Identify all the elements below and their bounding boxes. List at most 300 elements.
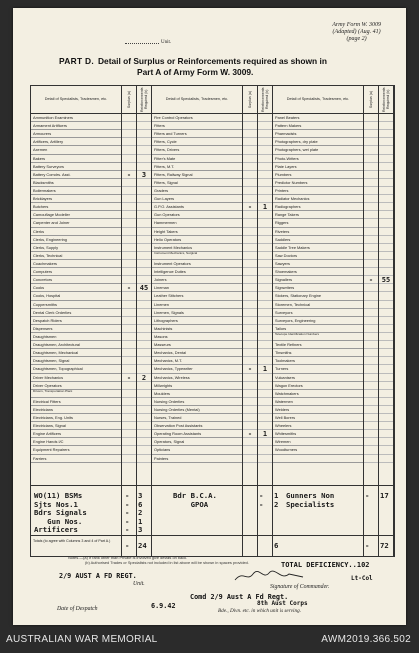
reinf-value: 1 — [262, 430, 268, 439]
surplus-cell — [243, 438, 257, 446]
surplus-cell — [243, 325, 257, 333]
surplus-cell — [243, 301, 257, 309]
specialist-row: Riveters — [273, 228, 363, 236]
specialist-row: Saw Doctors — [273, 252, 363, 260]
specialist-row: Plate Layers — [273, 163, 363, 171]
handwritten-entry: Bdrs Signals — [34, 508, 87, 517]
specialist-row: Fitters, M.T. — [152, 163, 242, 171]
reinf-cell — [258, 236, 272, 244]
total-deficiency: TOTAL DEFICIENCY..102 — [281, 561, 370, 569]
reinf-cell — [258, 292, 272, 300]
specialist-row: Electrical Fitters — [31, 398, 121, 406]
surplus-cell — [122, 130, 136, 138]
surplus-cell — [122, 309, 136, 317]
surplus-cell — [364, 365, 378, 373]
specialist-row: Cooks, Hospital — [31, 292, 121, 300]
surplus-cell — [364, 455, 378, 463]
reinf-value: 45 — [139, 284, 149, 293]
total-surplus-3: - — [365, 541, 370, 550]
reinf-cell — [137, 357, 151, 365]
surplus-cell — [122, 422, 136, 430]
reinf-cell — [379, 430, 393, 438]
reinf-cell — [137, 455, 151, 463]
surplus-cell — [122, 414, 136, 422]
reinf-cell — [379, 146, 393, 154]
surplus-cell — [243, 155, 257, 163]
reinf-cell — [258, 195, 272, 203]
reinf-cell — [379, 284, 393, 292]
specialist-row: Stokers, Stationary Engine — [273, 292, 363, 300]
surplus-cell — [243, 276, 257, 284]
surplus-cell — [122, 333, 136, 341]
surplus-cell — [243, 244, 257, 252]
reinf-cell — [379, 292, 393, 300]
specialist-row: Computers — [31, 268, 121, 276]
specialist-row: Draughtsmen, Architectural — [31, 341, 121, 349]
total-reinf-1: 24 — [138, 541, 147, 550]
surplus-cell — [364, 195, 378, 203]
surplus-cell — [243, 317, 257, 325]
surplus-cell — [122, 171, 136, 179]
specialist-row: Machinists — [152, 325, 242, 333]
column-header-spec: Detail of Specialists, Tradesmen, etc. — [273, 86, 363, 114]
specialist-row: Coppersmiths — [31, 301, 121, 309]
reinf-cell — [258, 179, 272, 187]
specialist-row: Linemen, Signals — [152, 309, 242, 317]
reinf-cell — [137, 268, 151, 276]
reinf-cell — [258, 163, 272, 171]
reinf-cell — [137, 244, 151, 252]
command-line: Comd 2/9 Aust A Fd Regt. — [190, 593, 289, 601]
reinf-value: 1 — [262, 365, 268, 374]
specialist-row: Shoemakers — [273, 268, 363, 276]
reinf-cell — [137, 422, 151, 430]
surplus-cell — [364, 284, 378, 292]
surplus-cell — [364, 138, 378, 146]
specialist-row: Intelligence Duties — [152, 268, 242, 276]
specialist-row: Tailors — [273, 325, 363, 333]
surplus-value: - — [126, 284, 132, 293]
surplus-value: - — [247, 203, 253, 212]
surplus-cell — [364, 252, 378, 260]
reinf-cell — [258, 228, 272, 236]
specialist-row: Woodturners — [273, 446, 363, 454]
specialist-row: Draughtsmen, Signal — [31, 357, 121, 365]
form-reference — [332, 22, 381, 43]
surplus-cell — [122, 155, 136, 163]
surplus-cell — [364, 317, 378, 325]
surplus-cell — [243, 122, 257, 130]
handwritten-reinf: 2 — [138, 508, 143, 517]
specialist-row: Cooks — [31, 284, 121, 292]
footnotes — [68, 556, 249, 565]
reinf-cell — [258, 155, 272, 163]
surplus-cell — [243, 406, 257, 414]
handwritten-entry: Bdr B.C.A. — [173, 491, 217, 500]
reinf-cell — [258, 357, 272, 365]
column-header-surplus: Surplus (a) — [364, 86, 378, 114]
reinf-cell — [258, 422, 272, 430]
specialist-row: Radiator Mechanics — [273, 195, 363, 203]
surplus-cell — [243, 171, 257, 179]
reinf-cell — [137, 130, 151, 138]
surplus-cell — [364, 236, 378, 244]
surplus-cell — [122, 114, 136, 122]
column-header-spec: Detail of Specialists, Tradesmen, etc. — [152, 86, 242, 114]
form-ref-line: (page 2) — [346, 36, 367, 42]
reinf-cell — [258, 438, 272, 446]
reinf-cell — [379, 446, 393, 454]
specialist-row: Fitters and Turners — [152, 130, 242, 138]
specialist-row: Operating Room Assistants — [152, 430, 242, 438]
reinf-cell — [258, 114, 272, 122]
reinf-cell — [137, 236, 151, 244]
specialist-row: Gun Layers — [152, 195, 242, 203]
surplus-cell — [122, 406, 136, 414]
surplus-cell — [122, 365, 136, 373]
handwritten-surplus: - — [259, 499, 264, 509]
reinf-cell — [379, 211, 393, 219]
reinf-cell — [379, 390, 393, 398]
specialist-row: Surveyors — [273, 309, 363, 317]
reinf-cell — [137, 301, 151, 309]
handwritten-reinf: 2 — [274, 499, 279, 509]
reinf-cell — [137, 187, 151, 195]
reinf-cell — [258, 390, 272, 398]
reinf-cell — [137, 163, 151, 171]
specialist-row: Driver Operators — [31, 382, 121, 390]
handwritten-entry: Gunners Non — [286, 491, 335, 500]
specialist-row: Joiners — [152, 276, 242, 284]
specialist-row: Draughtsmen — [31, 333, 121, 341]
surplus-cell — [122, 236, 136, 244]
specialist-row: Wiremen — [273, 438, 363, 446]
despatch-label: Date of Despatch — [57, 606, 98, 612]
commander-signature — [233, 568, 313, 584]
reinf-cell — [379, 138, 393, 146]
specialist-row: Equipment Repairers — [31, 446, 121, 454]
reinf-cell — [137, 446, 151, 454]
reinf-cell — [379, 333, 393, 341]
specialist-row: Height Takers — [152, 228, 242, 236]
specialist-row: Leather Stitchers — [152, 292, 242, 300]
specialist-row: Electricians, Signal — [31, 422, 121, 430]
surplus-cell — [364, 357, 378, 365]
surplus-cell — [243, 114, 257, 122]
reinf-cell — [258, 365, 272, 373]
surplus-cell — [364, 122, 378, 130]
surplus-cell — [364, 130, 378, 138]
footnote-b: (b) Authorised Trades or Specialists not included in list above will be shown in spaces provided. — [85, 559, 249, 565]
reinf-cell — [258, 203, 272, 211]
surplus-value: - — [247, 430, 253, 439]
reinf-cell — [379, 341, 393, 349]
specialist-row: Operators, Signal — [152, 438, 242, 446]
reinf-cell — [379, 122, 393, 130]
surplus-cell — [364, 301, 378, 309]
specialist-row: Well Borers — [273, 414, 363, 422]
specialist-row: Drivers, Transportation Plant — [31, 390, 121, 398]
reinf-cell — [137, 374, 151, 382]
reinf-cell — [379, 309, 393, 317]
surplus-cell — [364, 374, 378, 382]
handwritten-surplus: - — [125, 499, 130, 509]
specialist-row: Photographers, wet plate — [273, 146, 363, 154]
reinf-cell — [379, 252, 393, 260]
specialist-row: Nursing Orderlies (Mental) — [152, 406, 242, 414]
reinf-cell — [137, 260, 151, 268]
surplus-cell — [364, 390, 378, 398]
specialist-row: Electricians, Eng. Units — [31, 414, 121, 422]
surplus-cell — [364, 414, 378, 422]
specialist-row: Watermen — [273, 398, 363, 406]
rank: Lt-Col — [351, 575, 373, 582]
total-surplus-1: - — [125, 541, 130, 550]
column-header-reinf: Reinforcements Required (b) — [379, 86, 393, 114]
reinf-cell — [379, 195, 393, 203]
surplus-cell — [243, 211, 257, 219]
specialist-row: Wheelers — [273, 422, 363, 430]
specialist-row: Surveyors, Engineering — [273, 317, 363, 325]
specialist-row: Pharmacists — [273, 130, 363, 138]
specialist-row: Coachmakers — [31, 260, 121, 268]
reinf-cell — [258, 325, 272, 333]
specialist-row: Bricklayers — [31, 195, 121, 203]
surplus-cell — [243, 357, 257, 365]
specialist-row: Farriers — [31, 455, 121, 463]
totals-label: Totals (to agree with Columns 3 and 4 of Part A.) — [33, 539, 111, 543]
surplus-cell — [122, 398, 136, 406]
specialist-row: Sawyers — [273, 260, 363, 268]
reinf-cell — [258, 341, 272, 349]
surplus-cell — [243, 228, 257, 236]
surplus-cell — [243, 398, 257, 406]
specialist-row: Nursing Orderlies — [152, 398, 242, 406]
reinf-cell — [137, 146, 151, 154]
reinf-cell — [379, 382, 393, 390]
reinf-cell — [379, 365, 393, 373]
surplus-cell — [122, 438, 136, 446]
surplus-cell — [122, 382, 136, 390]
reinf-cell — [258, 244, 272, 252]
reinf-cell — [258, 301, 272, 309]
specialist-row: Dispensers — [31, 325, 121, 333]
reinf-cell — [137, 219, 151, 227]
surplus-cell — [364, 146, 378, 154]
handwritten-reinf: 3 — [138, 525, 143, 534]
specialist-row: Hammermen — [152, 219, 242, 227]
surplus-value: - — [247, 365, 253, 374]
header-unit-label: Unit. — [161, 40, 172, 45]
reinf-cell — [379, 244, 393, 252]
reinf-cell — [137, 398, 151, 406]
specialist-row: Engine Artificers — [31, 430, 121, 438]
handwritten-reinf: 17 — [380, 491, 389, 500]
handwritten-surplus: - — [125, 491, 130, 500]
reinf-cell — [137, 179, 151, 187]
surplus-cell — [364, 422, 378, 430]
surplus-cell — [122, 341, 136, 349]
handwritten-surplus: - — [125, 525, 130, 534]
credit-institution: AUSTRALIAN WAR MEMORIAL — [6, 634, 158, 645]
specialist-row: Clerks, Technical — [31, 252, 121, 260]
surplus-cell — [243, 390, 257, 398]
specialist-row: Storemen, Technical — [273, 301, 363, 309]
specialist-row: Mechanics, Wireless — [152, 374, 242, 382]
reinf-cell — [379, 374, 393, 382]
reinf-cell — [379, 268, 393, 276]
reinf-cell — [258, 187, 272, 195]
despatch-date: 6.9.42 — [151, 602, 176, 610]
surplus-cell — [243, 195, 257, 203]
surplus-cell — [122, 203, 136, 211]
surplus-cell — [243, 236, 257, 244]
handwritten-reinf: 1 — [274, 491, 279, 500]
surplus-value: - — [126, 170, 132, 179]
specialist-row: Camouflage Modeller — [31, 211, 121, 219]
specialist-row: Fire Control Operators — [152, 114, 242, 122]
surplus-cell — [364, 309, 378, 317]
column-header-spec: Detail of Specialists, Tradesmen, etc. — [31, 86, 121, 114]
reinf-cell — [258, 146, 272, 154]
surplus-cell — [243, 268, 257, 276]
reinf-cell — [379, 219, 393, 227]
reinf-cell — [258, 260, 272, 268]
surplus-cell — [364, 438, 378, 446]
specialist-row: Signwriters — [273, 284, 363, 292]
reinf-cell — [137, 309, 151, 317]
reinf-cell — [379, 203, 393, 211]
reinf-cell — [137, 122, 151, 130]
reinf-cell — [379, 155, 393, 163]
signature-label: Signature of Commander. — [270, 584, 330, 590]
surplus-cell — [122, 357, 136, 365]
part-label: PART D. — [59, 56, 94, 66]
specialist-row: Despatch Riders — [31, 317, 121, 325]
surplus-cell — [122, 122, 136, 130]
formation-value: 8th Aust Corps — [257, 600, 308, 607]
handwritten-entry: WO(11) BSMs — [34, 491, 83, 500]
specialist-row: Panel Beaters — [273, 114, 363, 122]
specialist-row: Photo-Writers — [273, 155, 363, 163]
surplus-cell — [122, 138, 136, 146]
surplus-cell — [243, 446, 257, 454]
surplus-cell — [243, 349, 257, 357]
surplus-cell — [364, 260, 378, 268]
specialist-row: Riggers — [273, 219, 363, 227]
surplus-value: - — [368, 276, 374, 285]
specialist-row: Moulders — [152, 390, 242, 398]
specialist-row: Instrument Mechanics, Surgical — [152, 252, 242, 260]
specialist-row: Concretors — [31, 276, 121, 284]
specialist-row: Fitter's Mate — [152, 155, 242, 163]
specialist-row: Fitters, Signal — [152, 179, 242, 187]
specialist-row: Instrument Operators — [152, 260, 242, 268]
reinf-cell — [137, 171, 151, 179]
reinf-cell — [258, 430, 272, 438]
specialist-row: Tinsmiths — [273, 349, 363, 357]
reinf-cell — [379, 260, 393, 268]
surplus-cell — [243, 163, 257, 171]
surplus-cell — [122, 374, 136, 382]
surplus-cell — [243, 365, 257, 373]
reinf-cell — [137, 430, 151, 438]
specialist-row: Nurses, Trained — [152, 414, 242, 422]
reinf-cell — [137, 203, 151, 211]
specialist-row: Blacksmiths — [31, 179, 121, 187]
surplus-cell — [243, 430, 257, 438]
specialist-row: Battery Surveyors — [31, 163, 121, 171]
specialist-row: Gun Operators — [152, 211, 242, 219]
specialist-row: Bakers — [31, 155, 121, 163]
reinf-cell — [379, 228, 393, 236]
reinf-cell — [258, 455, 272, 463]
surplus-cell — [364, 211, 378, 219]
reinf-cell — [258, 374, 272, 382]
specialist-row: Draughtsmen, Mechanical — [31, 349, 121, 357]
title-line-2: Part A of Army Form W. 3009. — [137, 67, 254, 77]
reinf-cell — [137, 325, 151, 333]
column-header-reinf: Reinforcements Required (b) — [137, 86, 151, 114]
reinf-cell — [379, 357, 393, 365]
reinf-cell — [379, 406, 393, 414]
handwritten-reinf: 1 — [138, 516, 143, 526]
surplus-cell — [364, 276, 378, 284]
surplus-cell — [364, 219, 378, 227]
specialist-row: Fitters, Drivers — [152, 146, 242, 154]
specialist-row: Telecope Identification Numbers — [273, 333, 363, 341]
reinf-cell — [137, 292, 151, 300]
specialist-row: Saddle Tree Makers — [273, 244, 363, 252]
specialist-row: Boilermakers — [31, 187, 121, 195]
reinf-cell — [379, 114, 393, 122]
surplus-cell — [243, 382, 257, 390]
reinf-cell — [137, 382, 151, 390]
surplus-cell — [243, 309, 257, 317]
surplus-cell — [243, 219, 257, 227]
surplus-cell — [364, 244, 378, 252]
surplus-cell — [243, 138, 257, 146]
reinf-cell — [379, 317, 393, 325]
handwritten-entry: Specialists — [286, 499, 335, 509]
specialist-row: Fitters, Railway Signal — [152, 171, 242, 179]
specialist-row: Turners — [273, 365, 363, 373]
form-page — [13, 8, 406, 625]
reinf-value: 3 — [141, 170, 147, 179]
reinf-cell — [137, 252, 151, 260]
surplus-cell — [122, 163, 136, 171]
surplus-cell — [122, 179, 136, 187]
specialist-row: Lineman — [152, 284, 242, 292]
reinf-cell — [379, 398, 393, 406]
specialist-row: Graders — [152, 187, 242, 195]
specialist-row: Predictor Numbers — [273, 179, 363, 187]
specialist-row: Painters — [152, 455, 242, 463]
surplus-cell — [122, 317, 136, 325]
reinf-cell — [137, 333, 151, 341]
reinf-cell — [379, 236, 393, 244]
surplus-cell — [122, 455, 136, 463]
surplus-cell — [122, 446, 136, 454]
specialist-row: Observation Post Assistants — [152, 422, 242, 430]
surplus-cell — [122, 390, 136, 398]
form-ref-line: Army Form W. 3009 — [332, 22, 381, 28]
surplus-cell — [122, 325, 136, 333]
specialist-row: Masons — [152, 333, 242, 341]
handwritten-entry: Sjts Nos.1 — [34, 499, 78, 509]
footnote-a: Notes.—(a) If rank other than Private is involved give details on back. — [68, 555, 188, 560]
reinf-cell — [258, 333, 272, 341]
